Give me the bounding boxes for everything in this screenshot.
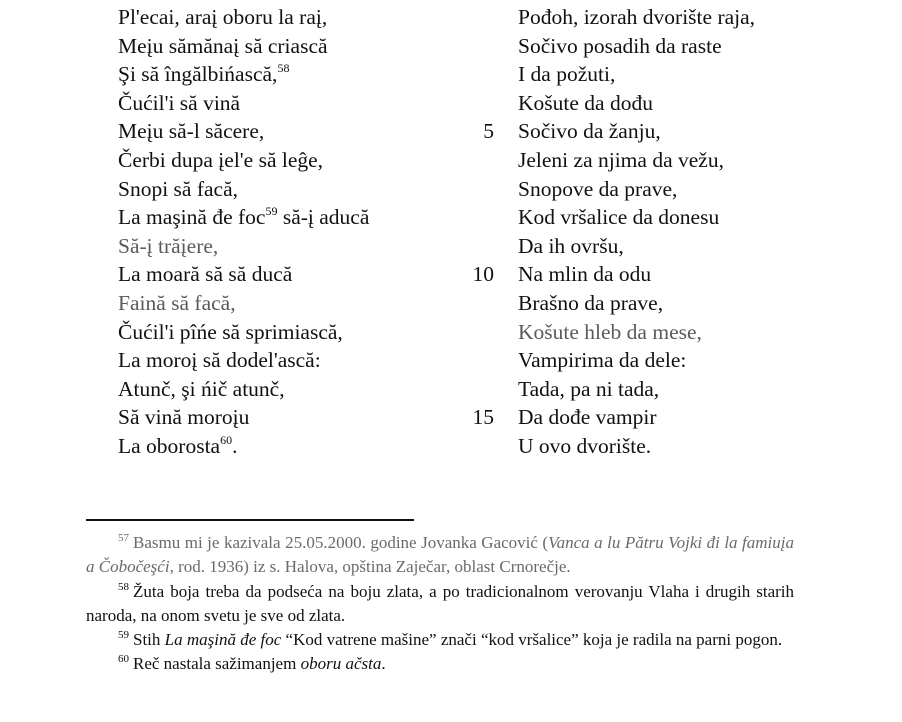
- poem-romanian-column: [118, 3, 369, 461]
- verse-line-6: Čerbi dupa įel'e să leĝe,: [118, 147, 324, 172]
- verse-line-4: Čućil'i să vină: [118, 90, 241, 115]
- footnote-number: 58: [118, 580, 129, 593]
- translation-line-2: Sočivo posadih da raste: [518, 33, 722, 58]
- translation-line-9: Da ih ovršu,: [518, 233, 624, 258]
- verse-line-12: Čućil'i pîńe să sprimiască,: [118, 319, 343, 344]
- translation-line-15: Da dođe vampir: [518, 405, 657, 430]
- footnote-58: [86, 580, 794, 629]
- verse-line-16: [118, 432, 369, 461]
- translation-line-6: Jeleni za njima da vežu,: [518, 147, 724, 172]
- footnote-text-end: , rod. 1936) iz s. Halova, opština Zaječar, oblast Crnorečje.: [169, 557, 571, 577]
- line-number-10: 10: [472, 262, 494, 287]
- verse-text: La maşină đe foc: [118, 205, 266, 230]
- footnotes: [86, 531, 794, 677]
- verse-text-suffix: să-į aducă: [277, 205, 370, 230]
- verse-line-10: La moară să să ducă: [118, 262, 293, 287]
- translation-line-7: Snopove da prave,: [518, 176, 678, 201]
- translation-line-16: U ovo dvorište.: [518, 433, 652, 458]
- verse-line-15: Să vină moroįu: [118, 405, 250, 430]
- translation-line-11: Brašno da prave,: [518, 290, 664, 315]
- translation-line-5: Sočivo da žanju,: [518, 119, 661, 144]
- verse-line-2: Meįu sămănaį să criască: [118, 33, 328, 58]
- footnote-italic: oboru ačsta: [300, 654, 382, 674]
- line-numbers: [462, 3, 494, 461]
- verse-line-9: Să-į trăįere,: [118, 233, 219, 258]
- translation-line-13: Vampirima da dele:: [518, 348, 687, 373]
- footnote-text: Stih: [133, 630, 165, 650]
- footnote-marker-59: 59: [265, 204, 278, 219]
- verse-line-5: Meįu să-l săcere,: [118, 119, 265, 144]
- translation-line-8: Kod vršalice da donesu: [518, 205, 720, 230]
- verse-line-7: Snopi să facă,: [118, 176, 239, 201]
- poem-serbian-column: [518, 3, 755, 461]
- verse-text: Şi să îngălbińască,: [118, 62, 278, 87]
- verse-line-14: Atunč, şi ńič atunč,: [118, 376, 285, 401]
- translation-line-3: I da požuti,: [518, 62, 616, 87]
- verse-line-13: La moroį să dodel'ască:: [118, 348, 321, 373]
- translation-line-14: Tada, pa ni tada,: [518, 376, 660, 401]
- footnote-number: 57: [118, 532, 129, 544]
- footnote-number: 60: [118, 653, 129, 666]
- line-number-15: 15: [472, 405, 494, 430]
- verse-text: La oborosta: [118, 433, 221, 458]
- verse-text-suffix: .: [232, 433, 238, 458]
- footnote-text: Basmu mi je kazivala 25.05.2000. godine Jovanka Gacović (: [133, 533, 549, 552]
- footnote-57: [86, 531, 794, 580]
- translation-line-1: Pođoh, izorah dvorište raja,: [518, 5, 756, 29]
- verse-line-3: [118, 60, 369, 89]
- translation-line-10: Na mlin da odu: [518, 262, 652, 287]
- footnote-text-end: .: [381, 654, 386, 674]
- footnote-text-end: “Kod vatrene mašine” znači “kod vršalice” koja je radila na parni pogon.: [281, 630, 783, 650]
- footnote-italic: Vanca a lu Pătru Vojki đi la famiuįa a Čobočeşći: [86, 533, 794, 577]
- footnote-59: [86, 628, 794, 652]
- footnote-marker-58: 58: [277, 61, 290, 76]
- translation-line-4: Košute da dođu: [518, 90, 653, 115]
- translation-line-12: Košute hleb da mese,: [518, 319, 702, 344]
- verse-line-11: Faină să facă,: [118, 290, 236, 315]
- footnote-number: 59: [118, 629, 129, 642]
- line-number-5: 5: [483, 119, 494, 144]
- verse-line-8: [118, 203, 369, 232]
- footnote-text: Žuta boja treba da podseća na boju zlata, a po tradicionalnom verovanju Vlaha i drugih starih naroda, na onom svetu je sve od zlata.: [86, 581, 794, 625]
- footnote-italic: La maşină đe foc: [164, 630, 282, 650]
- verse-line-1: Pl'ecai, araį oboru la raį,: [118, 5, 328, 29]
- footnote-marker-60: 60: [220, 432, 233, 447]
- footnote-separator: [86, 519, 414, 521]
- footnote-text: Reč nastala sažimanjem: [133, 654, 301, 674]
- footnote-60: [86, 652, 794, 676]
